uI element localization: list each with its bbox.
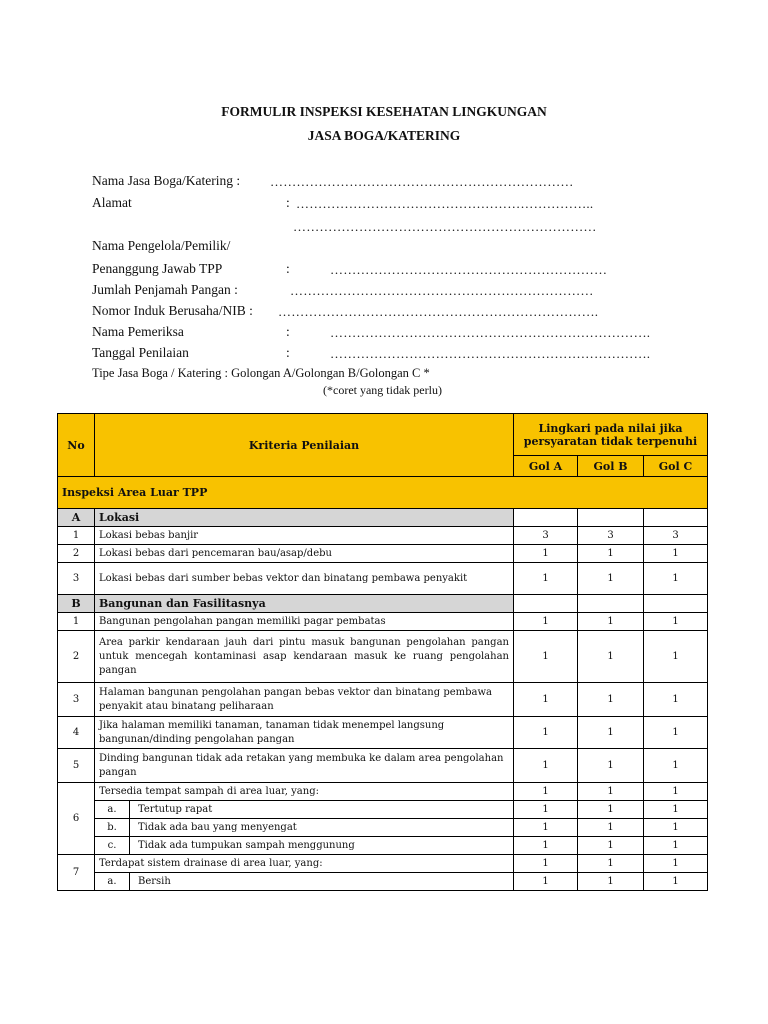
row-no: 3 xyxy=(58,563,95,595)
row-criteria: Tersedia tempat sampah di area luar, yang: xyxy=(95,783,514,801)
sub-label: a. xyxy=(95,801,130,819)
score-gol-c[interactable]: 1 xyxy=(644,683,708,717)
sub-label: b. xyxy=(95,819,130,837)
group-a-letter: A xyxy=(58,509,95,527)
sub-criteria: Tidak ada tumpukan sampah menggunung xyxy=(130,837,514,855)
score-gol-b[interactable]: 1 xyxy=(578,855,644,873)
row-criteria: Lokasi bebas dari sumber bebas vektor dan binatang pembawa penyakit xyxy=(95,563,514,595)
score-gol-b[interactable]: 1 xyxy=(578,801,644,819)
nib-dots[interactable]: ………………………………………………………………. xyxy=(278,304,599,319)
score-gol-b[interactable]: 1 xyxy=(578,563,644,595)
inspection-table xyxy=(57,413,708,891)
row-no: 5 xyxy=(58,749,95,783)
row-criteria: Area parkir kendaraan jauh dari pintu masuk bangunan pengolahan pangan untuk mencegah kontaminasi asap kendaraan masuk ke ruang pengolahan pangan xyxy=(95,631,514,683)
row-criteria: Dinding bangunan tidak ada retakan yang membuka ke dalam area pengolahan pangan xyxy=(95,749,514,783)
header-gol-b: Gol B xyxy=(578,456,644,477)
score-gol-a[interactable]: 3 xyxy=(514,527,578,545)
table-row xyxy=(58,613,708,631)
score-gol-a[interactable]: 1 xyxy=(514,545,578,563)
table-subrow xyxy=(58,801,708,819)
nib-label: Nomor Induk Berusaha/NIB : xyxy=(92,303,253,318)
row-no: 2 xyxy=(58,545,95,563)
pengelola-dots[interactable]: ……………………………………………………… xyxy=(330,262,608,277)
tanggal-dots[interactable]: ………………………………………………………………. xyxy=(330,346,651,361)
score-gol-c[interactable]: 3 xyxy=(644,527,708,545)
score-gol-b[interactable]: 1 xyxy=(578,819,644,837)
score-gol-b[interactable]: 1 xyxy=(578,545,644,563)
score-gol-c[interactable]: 1 xyxy=(644,837,708,855)
sub-label: a. xyxy=(95,873,130,891)
row-criteria: Lokasi bebas banjir xyxy=(95,527,514,545)
pemeriksa-dots[interactable]: ………………………………………………………………. xyxy=(330,325,651,340)
pengelola-colon: : xyxy=(286,261,290,276)
table-subrow xyxy=(58,873,708,891)
score-gol-b[interactable]: 1 xyxy=(578,683,644,717)
sub-criteria: Tidak ada bau yang menyengat xyxy=(130,819,514,837)
penjamah-label: Jumlah Penjamah Pangan : xyxy=(92,282,238,297)
alamat-dots-2[interactable]: …………………………………………………………… xyxy=(293,219,597,234)
score-gol-a[interactable]: 1 xyxy=(514,563,578,595)
score-gol-c[interactable]: 1 xyxy=(644,613,708,631)
pengelola-label-2: Penanggung Jawab TPP xyxy=(92,261,223,276)
score-gol-a[interactable]: 1 xyxy=(514,613,578,631)
table-row xyxy=(58,631,708,683)
score-gol-a[interactable]: 1 xyxy=(514,855,578,873)
score-gol-a[interactable]: 1 xyxy=(514,873,578,891)
table-row xyxy=(58,855,708,873)
header-gol-a: Gol A xyxy=(514,456,578,477)
section-area-luar: Inspeksi Area Luar TPP xyxy=(58,477,708,509)
header-lingkari: Lingkari pada nilai jika persyaratan tidak terpenuhi xyxy=(514,414,708,456)
table-subrow xyxy=(58,819,708,837)
sub-criteria: Bersih xyxy=(130,873,514,891)
table-subrow xyxy=(58,837,708,855)
header-no: No xyxy=(58,414,95,477)
table-row xyxy=(58,749,708,783)
score-gol-b[interactable]: 1 xyxy=(578,717,644,749)
score-gol-c[interactable]: 1 xyxy=(644,563,708,595)
row-criteria: Halaman bangunan pengolahan pangan bebas vektor dan binatang pembawa penyakit atau binatang peliharaan xyxy=(95,683,514,717)
group-b-letter: B xyxy=(58,595,95,613)
form-title-line2: JASA BOGA/KATERING xyxy=(307,128,461,143)
row-criteria: Bangunan pengolahan pangan memiliki pagar pembatas xyxy=(95,613,514,631)
penjamah-dots[interactable]: …………………………………………………………… xyxy=(290,283,594,298)
form-title-line1: FORMULIR INSPEKSI KESEHATAN LINGKUNGAN xyxy=(221,104,547,119)
score-gol-c[interactable]: 1 xyxy=(644,855,708,873)
table-row xyxy=(58,545,708,563)
score-gol-b[interactable]: 1 xyxy=(578,783,644,801)
row-no: 6 xyxy=(58,783,95,855)
score-gol-a[interactable]: 1 xyxy=(514,783,578,801)
tipe-label: Tipe Jasa Boga / Katering : Golongan A/Golongan B/Golongan C * xyxy=(92,366,430,380)
score-gol-b[interactable]: 1 xyxy=(578,631,644,683)
score-gol-c[interactable]: 1 xyxy=(644,801,708,819)
header-gol-c: Gol C xyxy=(644,456,708,477)
score-gol-b[interactable]: 1 xyxy=(578,613,644,631)
pemeriksa-colon: : xyxy=(286,324,290,339)
group-b-name: Bangunan dan Fasilitasnya xyxy=(95,595,514,613)
score-gol-a[interactable]: 1 xyxy=(514,717,578,749)
alamat-colon: : xyxy=(286,195,290,210)
nama-jasa-dots[interactable]: …………………………………………………………… xyxy=(270,174,574,189)
table-row xyxy=(58,527,708,545)
score-gol-c[interactable]: 1 xyxy=(644,819,708,837)
score-gol-b[interactable]: 1 xyxy=(578,749,644,783)
alamat-label: Alamat xyxy=(92,195,132,210)
row-no: 1 xyxy=(58,527,95,545)
score-gol-a[interactable]: 1 xyxy=(514,819,578,837)
score-gol-a[interactable]: 1 xyxy=(514,801,578,819)
tanggal-colon: : xyxy=(286,345,290,360)
score-gol-b[interactable]: 1 xyxy=(578,837,644,855)
score-gol-a[interactable]: 1 xyxy=(514,837,578,855)
score-gol-c[interactable]: 1 xyxy=(644,631,708,683)
group-a-name: Lokasi xyxy=(95,509,514,527)
score-gol-a[interactable]: 1 xyxy=(514,683,578,717)
score-gol-b[interactable]: 1 xyxy=(578,873,644,891)
tanggal-label: Tanggal Penilaian xyxy=(92,345,189,360)
row-no: 3 xyxy=(58,683,95,717)
score-gol-c[interactable]: 1 xyxy=(644,749,708,783)
score-gol-a[interactable]: 1 xyxy=(514,749,578,783)
pemeriksa-label: Nama Pemeriksa xyxy=(92,324,184,339)
sub-label: c. xyxy=(95,837,130,855)
score-gol-c[interactable]: 1 xyxy=(644,717,708,749)
header-kriteria: Kriteria Penilaian xyxy=(95,414,514,477)
row-no: 1 xyxy=(58,613,95,631)
table-row xyxy=(58,717,708,749)
pengelola-label-1: Nama Pengelola/Pemilik/ xyxy=(92,238,231,253)
row-criteria: Lokasi bebas dari pencemaran bau/asap/debu xyxy=(95,545,514,563)
nama-jasa-label: Nama Jasa Boga/Katering : xyxy=(92,173,241,188)
score-gol-a[interactable]: 1 xyxy=(514,631,578,683)
row-criteria: Jika halaman memiliki tanaman, tanaman tidak menempel langsung bangunan/dinding pengolahan pangan xyxy=(95,717,514,749)
score-gol-c[interactable]: 1 xyxy=(644,873,708,891)
sub-criteria: Tertutup rapat xyxy=(130,801,514,819)
table-row xyxy=(58,783,708,801)
score-gol-c[interactable]: 1 xyxy=(644,545,708,563)
row-no: 2 xyxy=(58,631,95,683)
row-no: 7 xyxy=(58,855,95,891)
row-no: 4 xyxy=(58,717,95,749)
score-gol-c[interactable]: 1 xyxy=(644,783,708,801)
table-row xyxy=(58,683,708,717)
alamat-dots-1[interactable]: ………………………………………………………….. xyxy=(296,196,594,211)
tipe-note: (*coret yang tidak perlu) xyxy=(323,383,442,397)
score-gol-b[interactable]: 3 xyxy=(578,527,644,545)
table-row xyxy=(58,563,708,595)
row-criteria: Terdapat sistem drainase di area luar, yang: xyxy=(95,855,514,873)
